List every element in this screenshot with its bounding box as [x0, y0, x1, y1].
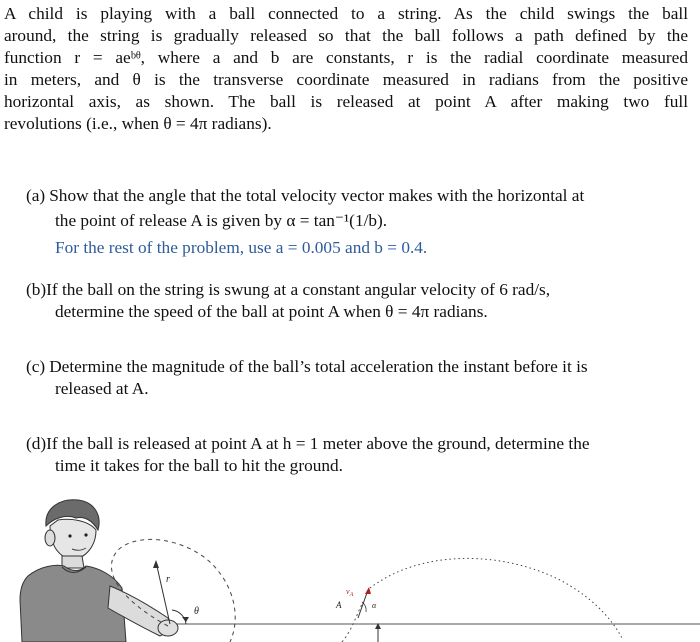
part-c	[26, 356, 686, 400]
part-a-line-2: the point of release A is given by α = tan⁻¹(1/b).	[55, 211, 388, 230]
child-illustration	[20, 500, 178, 642]
problem-intro	[4, 3, 688, 135]
release-point-a	[335, 587, 381, 642]
intro-line-3: function r = aeᵇᶿ, where a and b are constants, r is the radial coordinate measured	[4, 48, 688, 67]
label-va-sub: A	[349, 592, 354, 598]
intro-line-4: in meters, and θ is the transverse coordinate measured in radians from the positive	[4, 70, 688, 89]
part-b-line-2: determine the speed of the ball at point A when θ = 4π radians.	[55, 302, 488, 321]
part-d	[26, 433, 686, 477]
intro-line-1: A child is playing with a ball connected to a string. As the child swings the ball	[4, 4, 688, 23]
velocity-vector-va	[358, 590, 368, 618]
problem-figure	[0, 490, 700, 642]
part-d-label: (d)	[26, 434, 47, 453]
part-c-label: (c)	[26, 357, 46, 376]
label-a: A	[336, 600, 342, 610]
alpha-arc	[362, 602, 366, 612]
part-a	[26, 185, 686, 259]
part-c-line-2: released at A.	[55, 379, 149, 398]
part-a-note: For the rest of the problem, use a = 0.005 and b = 0.4.	[55, 238, 428, 257]
part-b-line-1: If the ball on the string is swung at a constant angular velocity of 6 rad/s,	[46, 280, 551, 299]
radial-arrowhead	[153, 560, 159, 568]
part-c-line-1: Determine the magnitude of the ball’s total acceleration the instant before it is	[49, 357, 588, 376]
theta-arrowhead	[182, 617, 189, 622]
label-va-main: v	[346, 587, 350, 596]
projectile-trajectory	[370, 558, 622, 638]
label-theta: θ	[194, 606, 199, 617]
intro-line-6: revolutions (i.e., when θ = 4π radians).	[4, 114, 272, 133]
part-b-label: (b)	[26, 280, 47, 299]
part-d-line-1: If the ball is released at point A at h = 1 meter above the ground, determine the	[46, 434, 590, 453]
label-alpha: α	[372, 601, 377, 610]
part-d-line-2: time it takes for the ball to hit the ground.	[55, 456, 343, 475]
intro-line-5: horizontal axis, as shown. The ball is released at point A after making two full	[4, 92, 688, 111]
label-va	[346, 587, 354, 598]
intro-line-2: around, the string is gradually released so that the ball follows a path defined by the	[4, 26, 688, 45]
spiral-path-release	[342, 604, 362, 642]
part-b	[26, 279, 686, 323]
label-r: r	[166, 574, 170, 585]
part-a-line-1: Show that the angle that the total velocity vector makes with the horizontal at	[49, 186, 585, 205]
part-a-label: (a)	[26, 186, 46, 205]
